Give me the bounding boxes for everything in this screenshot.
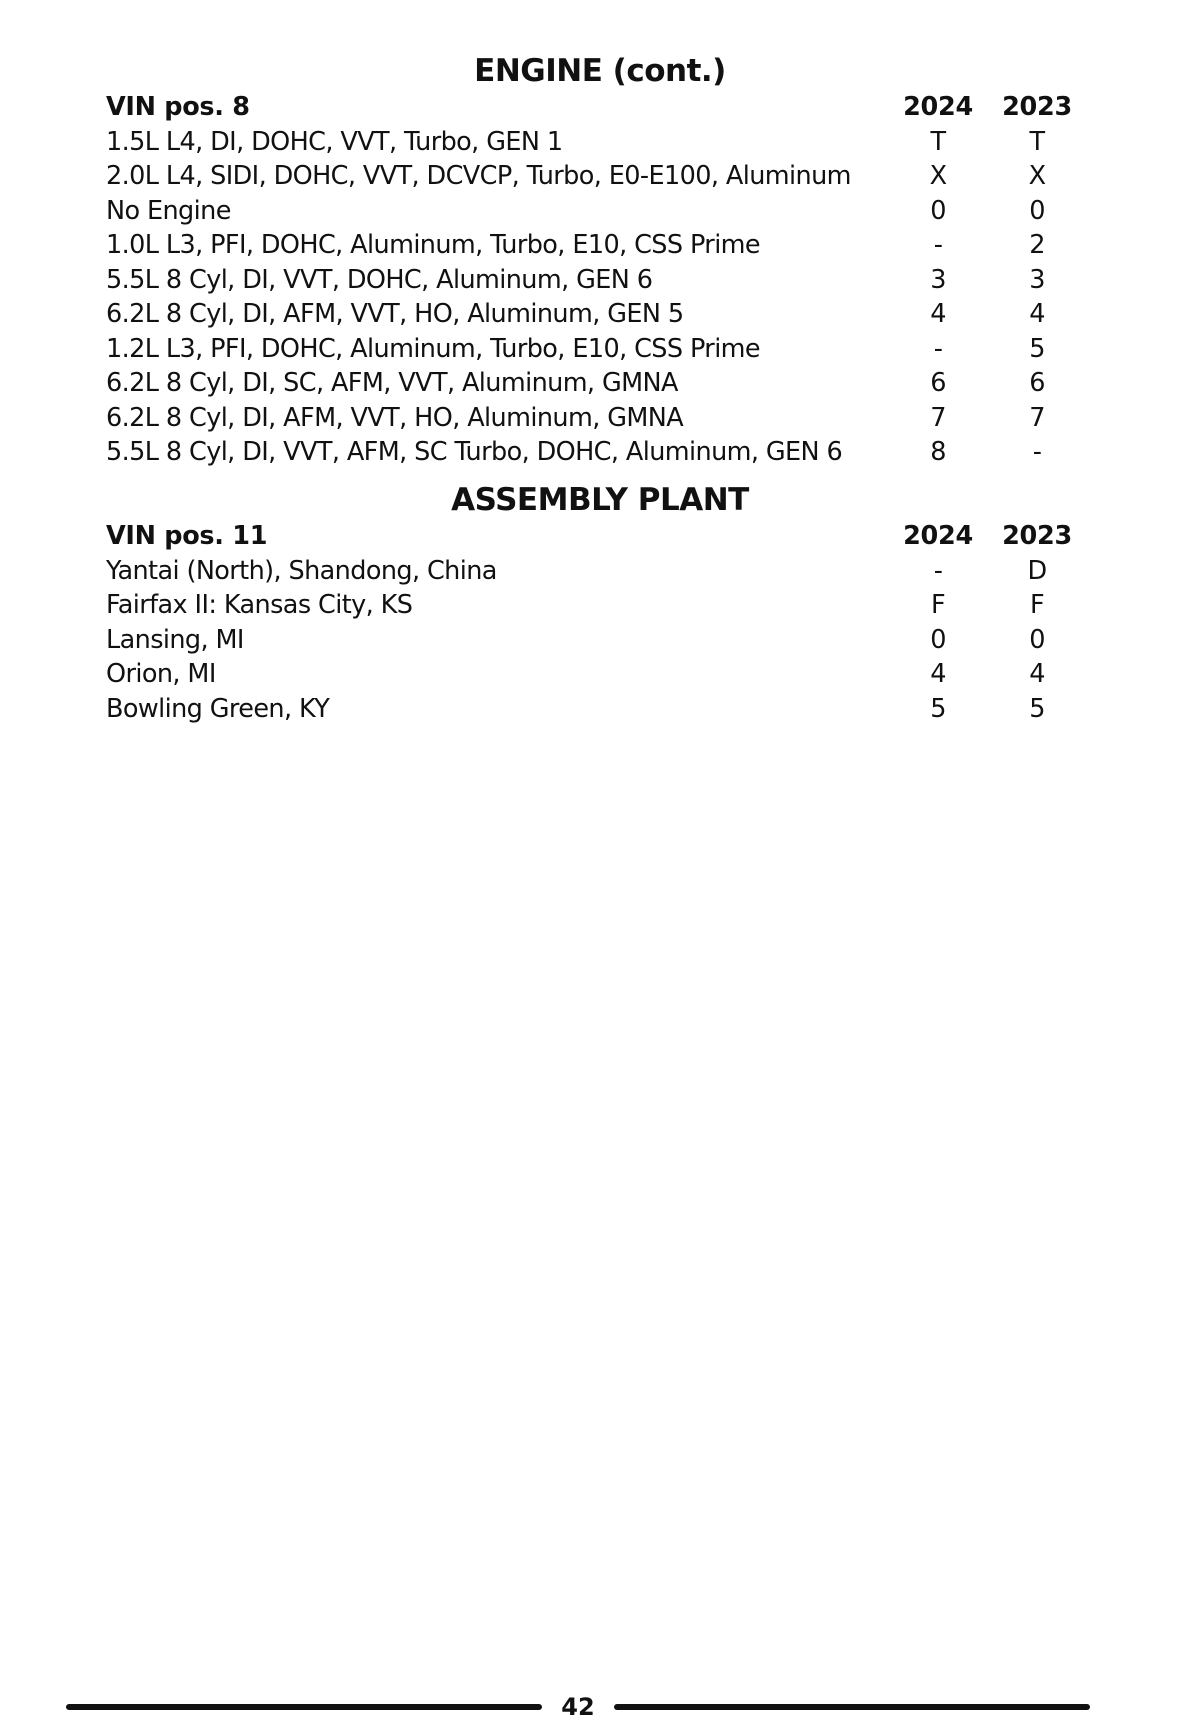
assembly-row-code-2024: 0 [930, 624, 946, 655]
engine-row [106, 194, 1096, 229]
engine-row-description: No Engine [106, 195, 231, 226]
engine-row [106, 366, 1096, 401]
engine-table [106, 90, 1096, 470]
assembly-row [106, 623, 1096, 658]
engine-row-description: 6.2L 8 Cyl, DI, AFM, VVT, HO, Aluminum, GEN 5 [106, 299, 684, 329]
assembly-rows [106, 554, 1096, 727]
footer-rule-left [66, 1704, 542, 1710]
assembly-row [106, 657, 1096, 692]
assembly-row-code-2023: 4 [1029, 659, 1045, 689]
engine-row-code-2024: 8 [930, 437, 946, 467]
engine-row-code-2023: - [1032, 437, 1042, 467]
engine-row-code-2023: 0 [1029, 195, 1045, 226]
engine-row [106, 159, 1096, 194]
assembly-section-title: ASSEMBLY PLANT [451, 482, 749, 518]
engine-row [106, 125, 1096, 160]
assembly-row-code-2024: 5 [930, 693, 946, 724]
assembly-row-code-2023: 0 [1029, 624, 1045, 655]
assembly-row-description: Fairfax II: Kansas City, KS [106, 590, 413, 620]
assembly-header-year-2023: 2023 [1002, 521, 1072, 551]
engine-row-code-2024: 6 [930, 368, 946, 398]
engine-row-code-2024: - [933, 333, 943, 364]
engine-row-code-2024: - [933, 230, 943, 260]
assembly-row [106, 588, 1096, 623]
assembly-row-description: Bowling Green, KY [106, 693, 330, 724]
engine-row-code-2023: X [1028, 161, 1046, 191]
assembly-header-label: VIN pos. 11 [106, 521, 268, 551]
engine-row-description: 1.2L L3, PFI, DOHC, Aluminum, Turbo, E10, CSS Prime [106, 333, 761, 364]
engine-row [106, 228, 1096, 263]
engine-row-code-2024: 4 [930, 299, 946, 329]
engine-row-code-2024: T [930, 126, 946, 157]
engine-row-description: 5.5L 8 Cyl, DI, VVT, AFM, SC Turbo, DOHC, Aluminum, GEN 6 [106, 437, 843, 467]
engine-header-year-2024: 2024 [903, 92, 973, 122]
assembly-row-code-2023: F [1029, 590, 1045, 620]
engine-section-title: ENGINE (cont.) [474, 53, 726, 89]
engine-row-description: 6.2L 8 Cyl, DI, AFM, VVT, HO, Aluminum, GMNA [106, 402, 684, 433]
assembly-row [106, 692, 1096, 727]
footer-rule-right [614, 1704, 1090, 1710]
assembly-row-description: Lansing, MI [106, 624, 244, 655]
engine-row-code-2024: 0 [930, 195, 946, 226]
engine-row [106, 297, 1096, 332]
assembly-row [106, 554, 1096, 589]
engine-row-description: 2.0L L4, SIDI, DOHC, VVT, DCVCP, Turbo, E0-E100, Aluminum [106, 161, 851, 191]
assembly-header-year-2024: 2024 [903, 521, 973, 551]
assembly-row-code-2023: 5 [1029, 693, 1045, 724]
engine-row-description: 5.5L 8 Cyl, DI, VVT, DOHC, Aluminum, GEN 6 [106, 264, 653, 295]
engine-row [106, 263, 1096, 298]
assembly-table [106, 519, 1096, 726]
assembly-row-description: Yantai (North), Shandong, China [106, 555, 497, 586]
engine-row [106, 401, 1096, 436]
engine-row-code-2023: 4 [1029, 299, 1045, 329]
engine-row [106, 435, 1096, 470]
engine-rows [106, 125, 1096, 470]
engine-row-code-2024: 3 [930, 264, 946, 295]
engine-row-code-2023: 5 [1029, 333, 1045, 364]
assembly-table-header [106, 519, 1096, 554]
engine-row-description: 1.0L L3, PFI, DOHC, Aluminum, Turbo, E10, CSS Prime [106, 230, 761, 260]
engine-row-code-2023: 7 [1029, 402, 1045, 433]
assembly-row-description: Orion, MI [106, 659, 216, 689]
assembly-row-code-2023: D [1027, 555, 1047, 586]
engine-row [106, 332, 1096, 367]
engine-header-label: VIN pos. 8 [106, 92, 250, 122]
page-number: 42 [561, 1693, 595, 1721]
engine-row-code-2023: T [1029, 126, 1045, 157]
assembly-row-code-2024: F [930, 590, 946, 620]
engine-row-description: 1.5L L4, DI, DOHC, VVT, Turbo, GEN 1 [106, 126, 563, 157]
engine-header-year-2023: 2023 [1002, 92, 1072, 122]
assembly-row-code-2024: - [933, 555, 943, 586]
engine-row-description: 6.2L 8 Cyl, DI, SC, AFM, VVT, Aluminum, GMNA [106, 368, 678, 398]
engine-row-code-2023: 3 [1029, 264, 1045, 295]
engine-table-header [106, 90, 1096, 125]
engine-row-code-2023: 2 [1029, 230, 1045, 260]
assembly-row-code-2024: 4 [930, 659, 946, 689]
engine-row-code-2024: 7 [930, 402, 946, 433]
engine-row-code-2023: 6 [1029, 368, 1045, 398]
engine-row-code-2024: X [929, 161, 947, 191]
